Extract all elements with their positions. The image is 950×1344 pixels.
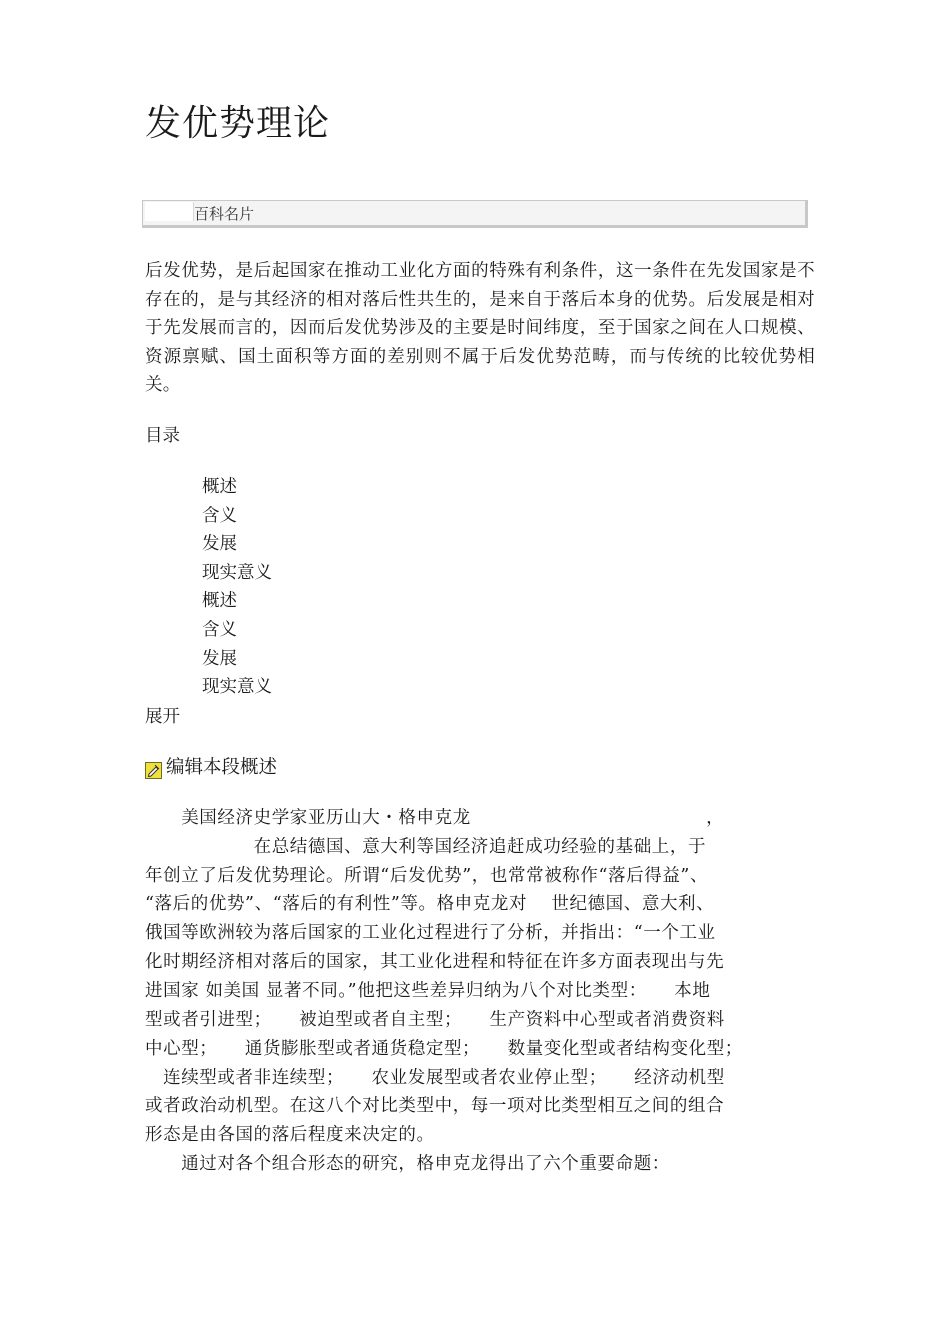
edit-section-link[interactable]: 编辑本段概述: [166, 757, 278, 778]
body-line: 进国家 如美国 显著不同。”他把这些差异归纳为八个对比类型： 本地: [145, 981, 711, 1001]
body-line: 年创立了后发优势理论。所谓“后发优势”，也常常被称作“落后得益”、: [145, 866, 709, 886]
toc-expand-link[interactable]: 展开: [145, 707, 180, 727]
toc-heading: 目录: [145, 426, 180, 446]
body-line: “落后的优势”、“落后的有利性”等。格申克龙对 世纪德国、意大利、: [145, 894, 715, 914]
body-line: 俄国等欧洲较为落后国家的工业化过程进行了分析，并指出：“一个工业: [145, 923, 716, 943]
body-line: 美国经济史学家亚历山大・格申克龙 ，: [145, 808, 725, 828]
body-line: 化时期经济相对落后的国家，其工业化进程和特征在许多方面表现出与先: [145, 952, 725, 972]
toc-item[interactable]: 含义: [202, 505, 237, 526]
body-line: 型或者引进型； 被迫型或者自主型； 生产资料中心型或者消费资料: [145, 1010, 725, 1030]
body-line: 或者政治动机型。在这八个对比类型中，每一项对比类型相互之间的组合: [145, 1096, 725, 1116]
toc-item[interactable]: 概述: [202, 591, 237, 612]
section-heading: [145, 754, 277, 782]
toc-item[interactable]: 概述: [202, 477, 237, 497]
page-title: 发优势理论: [145, 103, 331, 144]
toc-item[interactable]: 现实意义: [202, 562, 272, 583]
baike-card-image: [145, 202, 194, 221]
intro-paragraph: 后发优势，是后起国家在推动工业化方面的特殊有利条件，这一条件在先发国家是不存在的，是与其经济的相对落后性共生的，是来自于落后本身的优势。后发展是相对于先发展而言的，因而后发优势涉及的主要是时间纬度，至于国家之间在人口规模、资源禀赋、国土面积等方面的差别则不属于后发优势范畴，而与传统的比较优势相关。: [145, 261, 815, 396]
toc-item[interactable]: 发展: [202, 534, 237, 555]
baike-card-bar: [142, 200, 808, 228]
body-line: 形态是由各国的落后程度来决定的。: [145, 1125, 435, 1145]
toc-list: [202, 473, 272, 702]
toc-item[interactable]: 含义: [202, 619, 237, 640]
toc-item[interactable]: 发展: [202, 648, 237, 669]
body-line: 连续型或者非连续型； 农业发展型或者农业停止型； 经济动机型: [145, 1068, 725, 1088]
baike-card-label: 百科名片: [194, 205, 255, 223]
body-line: 在总结德国、意大利等国经济追赶成功经验的基础上，于: [145, 837, 707, 857]
edit-pencil-icon[interactable]: [145, 760, 162, 777]
toc-item[interactable]: 现实意义: [202, 677, 272, 698]
body-line: 中心型； 通货膨胀型或者通货稳定型； 数量变化型或者结构变化型；: [145, 1039, 743, 1059]
body-line: 通过对各个组合形态的研究，格申克龙得出了六个重要命题：: [145, 1154, 670, 1174]
